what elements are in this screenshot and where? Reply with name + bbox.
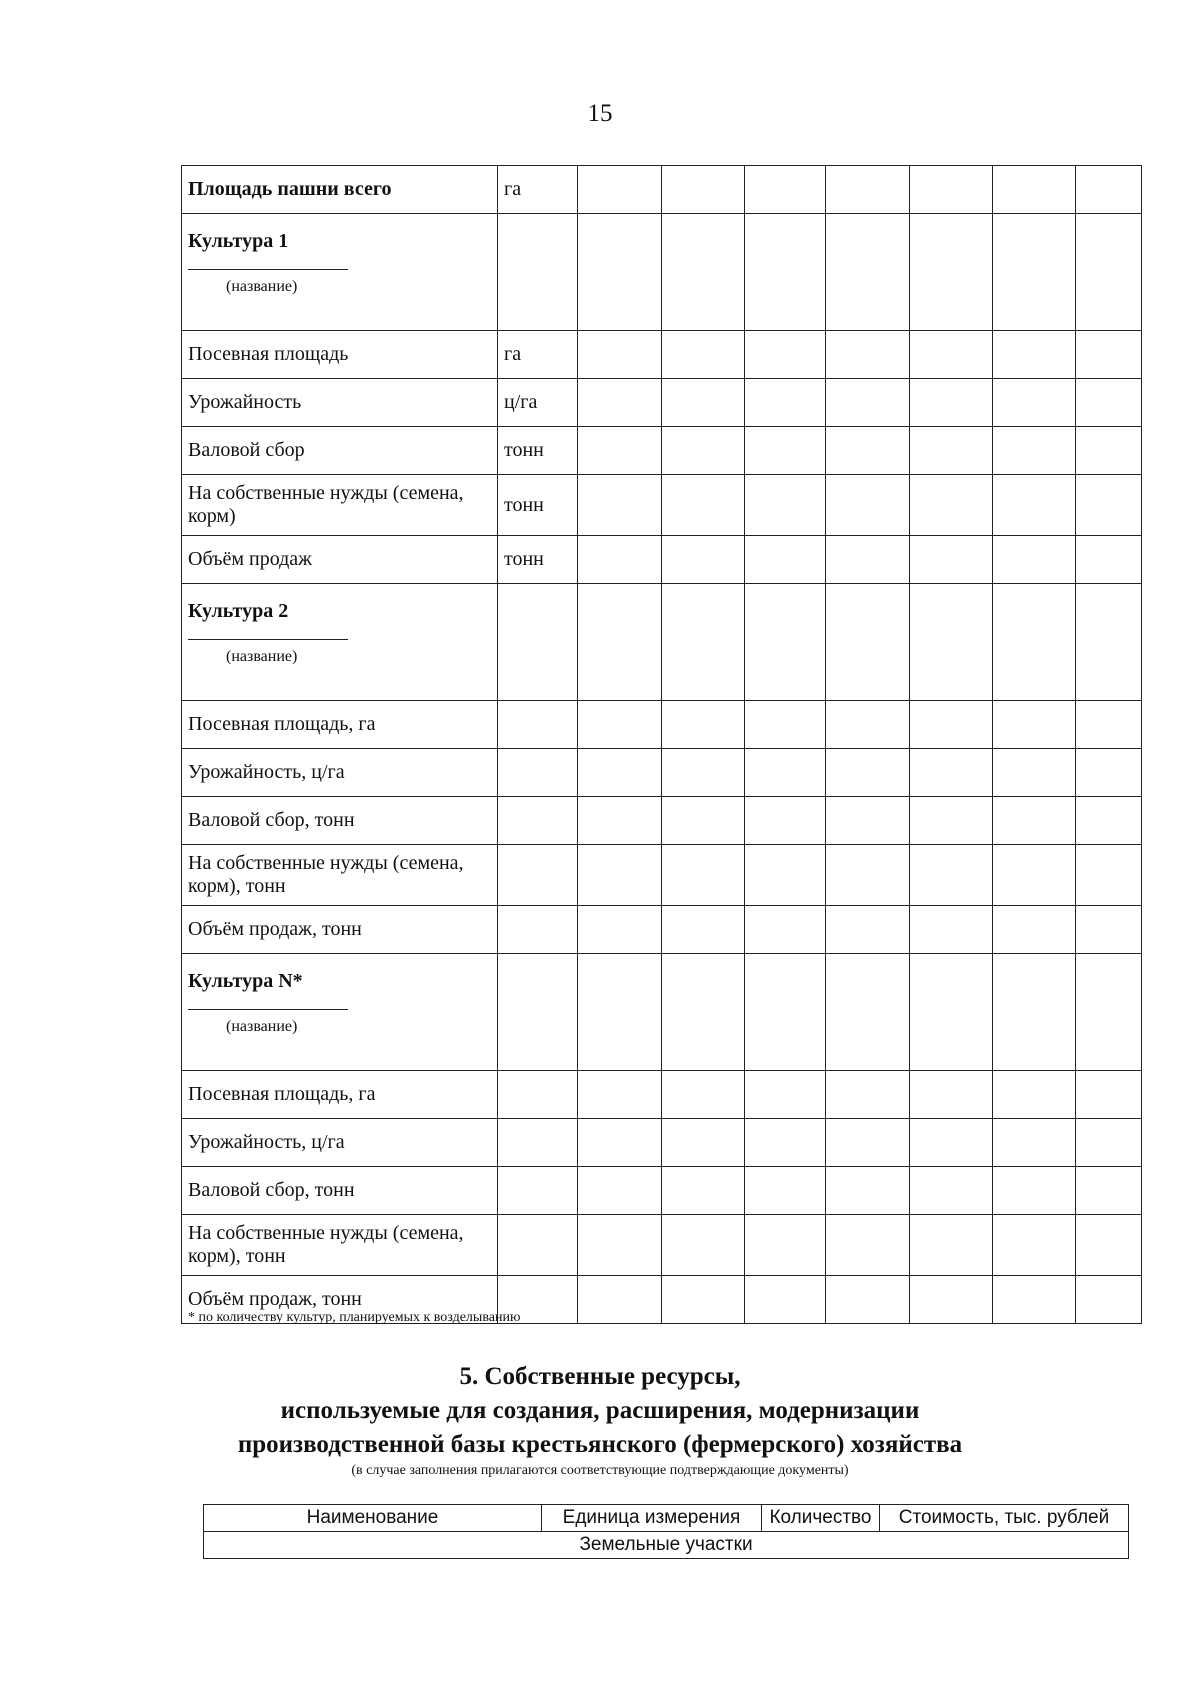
empty-cell[interactable] <box>910 1276 993 1324</box>
table-row <box>182 749 1142 797</box>
empty-cell[interactable] <box>745 1276 826 1324</box>
unit-cell: га <box>498 331 578 379</box>
empty-cell[interactable] <box>826 1119 910 1167</box>
empty-cell[interactable] <box>745 166 826 214</box>
crop-plan-table <box>181 165 1142 1324</box>
empty-cell[interactable] <box>993 1215 1076 1276</box>
empty-cell[interactable] <box>745 331 826 379</box>
empty-cell[interactable] <box>910 427 993 475</box>
empty-cell[interactable] <box>993 1167 1076 1215</box>
empty-cell[interactable] <box>1076 331 1142 379</box>
empty-cell[interactable] <box>662 536 745 584</box>
row-label: Урожайность, ц/га <box>182 749 498 797</box>
empty-cell[interactable] <box>826 1215 910 1276</box>
row-label: Посевная площадь <box>182 331 498 379</box>
empty-cell[interactable] <box>910 536 993 584</box>
culture-header-row <box>182 584 1142 701</box>
header-cost: Стоимость, тыс. рублей <box>880 1505 1129 1532</box>
unit-cell <box>498 1071 578 1119</box>
table-row <box>182 845 1142 906</box>
header-unit: Единица измерения <box>542 1505 762 1532</box>
empty-cell[interactable] <box>578 475 662 536</box>
empty-cell[interactable] <box>662 1167 745 1215</box>
empty-cell[interactable] <box>578 166 662 214</box>
empty-cell[interactable] <box>662 1215 745 1276</box>
header-quantity: Количество <box>762 1505 880 1532</box>
unit-cell: тонн <box>498 536 578 584</box>
empty-cell[interactable] <box>910 797 993 845</box>
empty-cell[interactable] <box>1076 845 1142 906</box>
empty-cell[interactable] <box>578 1167 662 1215</box>
header-name: Наименование <box>204 1505 542 1532</box>
empty-cell[interactable] <box>745 845 826 906</box>
culture-title: Культура 2 <box>188 600 289 622</box>
row-label: На собственные нужды (семена, корм), тонн <box>182 1215 498 1276</box>
empty-cell[interactable] <box>993 1119 1076 1167</box>
group-row-land-plots: Земельные участки <box>204 1532 1129 1559</box>
empty-cell[interactable] <box>745 906 826 954</box>
empty-cell[interactable] <box>662 584 745 701</box>
empty-cell[interactable] <box>826 845 910 906</box>
unit-cell <box>498 1215 578 1276</box>
row-label: Урожайность, ц/га <box>182 1119 498 1167</box>
empty-cell[interactable] <box>910 906 993 954</box>
table-row <box>182 1167 1142 1215</box>
table-row <box>182 379 1142 427</box>
empty-cell[interactable] <box>662 954 745 1071</box>
empty-cell[interactable] <box>1076 797 1142 845</box>
section-title <box>0 1360 1200 1462</box>
empty-cell[interactable] <box>993 906 1076 954</box>
empty-cell[interactable] <box>745 1167 826 1215</box>
empty-cell[interactable] <box>1076 701 1142 749</box>
empty-cell[interactable] <box>826 331 910 379</box>
empty-cell[interactable] <box>910 214 993 331</box>
empty-cell[interactable] <box>578 379 662 427</box>
row-label: Валовой сбор, тонн <box>182 1167 498 1215</box>
empty-cell[interactable] <box>910 749 993 797</box>
unit-cell: ц/га <box>498 379 578 427</box>
empty-cell[interactable] <box>993 214 1076 331</box>
empty-cell[interactable] <box>745 749 826 797</box>
empty-cell[interactable] <box>993 475 1076 536</box>
culture-title: Культура 1 <box>188 230 289 252</box>
empty-cell[interactable] <box>826 701 910 749</box>
empty-cell[interactable] <box>578 1276 662 1324</box>
table-row <box>182 1119 1142 1167</box>
empty-cell[interactable] <box>578 954 662 1071</box>
empty-cell[interactable] <box>662 166 745 214</box>
empty-cell[interactable] <box>993 331 1076 379</box>
empty-cell[interactable] <box>826 954 910 1071</box>
empty-cell[interactable] <box>1076 214 1142 331</box>
row-label: Посевная площадь, га <box>182 701 498 749</box>
empty-cell[interactable] <box>1076 1276 1142 1324</box>
empty-cell[interactable] <box>993 797 1076 845</box>
empty-cell[interactable] <box>826 797 910 845</box>
empty-cell[interactable] <box>578 906 662 954</box>
empty-cell[interactable] <box>662 379 745 427</box>
empty-cell[interactable] <box>745 379 826 427</box>
empty-cell[interactable] <box>993 1071 1076 1119</box>
empty-cell[interactable] <box>745 427 826 475</box>
name-caption: (название) <box>226 648 298 665</box>
unit-cell: га <box>498 166 578 214</box>
table-header-row <box>204 1505 1129 1532</box>
empty-cell[interactable] <box>578 427 662 475</box>
empty-cell[interactable] <box>1076 1167 1142 1215</box>
empty-cell[interactable] <box>662 1119 745 1167</box>
empty-cell[interactable] <box>662 906 745 954</box>
empty-cell[interactable] <box>993 954 1076 1071</box>
empty-cell[interactable] <box>662 331 745 379</box>
empty-cell[interactable] <box>826 379 910 427</box>
empty-cell[interactable] <box>910 1119 993 1167</box>
empty-cell[interactable] <box>1076 379 1142 427</box>
culture-name-blank[interactable] <box>188 253 348 270</box>
unit-cell <box>498 954 578 1071</box>
empty-cell[interactable] <box>826 1167 910 1215</box>
culture-header-row <box>182 954 1142 1071</box>
culture-title-cell <box>182 214 498 331</box>
empty-cell[interactable] <box>993 427 1076 475</box>
empty-cell[interactable] <box>1076 749 1142 797</box>
culture-title: Культура N* <box>188 970 303 992</box>
empty-cell[interactable] <box>910 1071 993 1119</box>
empty-cell[interactable] <box>826 214 910 331</box>
table-row <box>182 427 1142 475</box>
empty-cell[interactable] <box>1076 166 1142 214</box>
empty-cell[interactable] <box>910 1215 993 1276</box>
row-label: Объём продаж, тонн <box>182 1276 498 1324</box>
empty-cell[interactable] <box>578 845 662 906</box>
empty-cell[interactable] <box>1076 906 1142 954</box>
empty-cell[interactable] <box>1076 427 1142 475</box>
row-label: Урожайность <box>182 379 498 427</box>
empty-cell[interactable] <box>910 379 993 427</box>
empty-cell[interactable] <box>826 536 910 584</box>
empty-cell[interactable] <box>662 1276 745 1324</box>
section-title-line-2: используемые для создания, расширения, модернизации <box>280 1397 920 1424</box>
empty-cell[interactable] <box>826 475 910 536</box>
unit-cell <box>498 584 578 701</box>
empty-cell[interactable] <box>826 584 910 701</box>
empty-cell[interactable] <box>1076 954 1142 1071</box>
empty-cell[interactable] <box>745 475 826 536</box>
section-note: (в случае заполнения прилагаются соответствующие подтверждающие документы) <box>351 1463 849 1478</box>
culture-title-cell <box>182 584 498 701</box>
empty-cell[interactable] <box>993 584 1076 701</box>
unit-cell: тонн <box>498 427 578 475</box>
empty-cell[interactable] <box>745 214 826 331</box>
empty-cell[interactable] <box>826 1276 910 1324</box>
empty-cell[interactable] <box>662 475 745 536</box>
table-row <box>182 166 1142 214</box>
empty-cell[interactable] <box>910 954 993 1071</box>
empty-cell[interactable] <box>993 379 1076 427</box>
unit-cell <box>498 845 578 906</box>
empty-cell[interactable] <box>578 584 662 701</box>
culture-name-blank[interactable] <box>188 623 348 640</box>
empty-cell[interactable] <box>826 1071 910 1119</box>
empty-cell[interactable] <box>578 1119 662 1167</box>
empty-cell[interactable] <box>662 845 745 906</box>
empty-cell[interactable] <box>993 166 1076 214</box>
page-number: 15 <box>587 100 613 127</box>
table-row <box>182 1215 1142 1276</box>
empty-cell[interactable] <box>662 1071 745 1119</box>
unit-cell: тонн <box>498 475 578 536</box>
empty-cell[interactable] <box>578 749 662 797</box>
empty-cell[interactable] <box>826 166 910 214</box>
empty-cell[interactable] <box>1076 536 1142 584</box>
empty-cell[interactable] <box>1076 1071 1142 1119</box>
empty-cell[interactable] <box>1076 1215 1142 1276</box>
unit-cell <box>498 701 578 749</box>
empty-cell[interactable] <box>1076 584 1142 701</box>
empty-cell[interactable] <box>578 1215 662 1276</box>
row-label: Посевная площадь, га <box>182 1071 498 1119</box>
empty-cell[interactable] <box>578 1071 662 1119</box>
row-label: Объём продаж, тонн <box>182 906 498 954</box>
name-caption: (название) <box>226 1018 298 1035</box>
row-label: Валовой сбор <box>182 427 498 475</box>
unit-cell <box>498 1167 578 1215</box>
empty-cell[interactable] <box>993 536 1076 584</box>
table-row <box>182 1071 1142 1119</box>
row-label: Объём продаж <box>182 536 498 584</box>
total-area-label: Площадь пашни всего <box>182 166 498 214</box>
empty-cell[interactable] <box>745 584 826 701</box>
empty-cell[interactable] <box>910 475 993 536</box>
empty-cell[interactable] <box>662 797 745 845</box>
empty-cell[interactable] <box>993 701 1076 749</box>
empty-cell[interactable] <box>993 749 1076 797</box>
empty-cell[interactable] <box>662 214 745 331</box>
empty-cell[interactable] <box>826 906 910 954</box>
empty-cell[interactable] <box>662 749 745 797</box>
unit-cell <box>498 797 578 845</box>
empty-cell[interactable] <box>910 845 993 906</box>
unit-cell <box>498 1119 578 1167</box>
empty-cell[interactable] <box>745 1119 826 1167</box>
row-label: На собственные нужды (семена, корм) <box>182 475 498 536</box>
footnote: * по количеству культур, планируемых к возделыванию <box>188 1310 521 1325</box>
empty-cell[interactable] <box>745 1215 826 1276</box>
own-resources-table <box>203 1504 1129 1559</box>
table-row <box>182 331 1142 379</box>
empty-cell[interactable] <box>578 214 662 331</box>
section-title-line-3: производственной базы крестьянского (фермерского) хозяйства <box>237 1431 963 1458</box>
empty-cell[interactable] <box>993 1276 1076 1324</box>
unit-cell <box>498 749 578 797</box>
culture-name-blank[interactable] <box>188 993 348 1010</box>
empty-cell[interactable] <box>826 427 910 475</box>
empty-cell[interactable] <box>662 701 745 749</box>
table-row <box>182 797 1142 845</box>
empty-cell[interactable] <box>1076 1119 1142 1167</box>
empty-cell[interactable] <box>910 701 993 749</box>
unit-cell <box>498 906 578 954</box>
table-row <box>182 701 1142 749</box>
empty-cell[interactable] <box>993 845 1076 906</box>
table-row <box>182 906 1142 954</box>
table-row <box>182 475 1142 536</box>
empty-cell[interactable] <box>745 536 826 584</box>
empty-cell[interactable] <box>578 701 662 749</box>
unit-cell <box>498 214 578 331</box>
culture-title-cell <box>182 954 498 1071</box>
empty-cell[interactable] <box>910 166 993 214</box>
row-label: На собственные нужды (семена, корм), тонн <box>182 845 498 906</box>
empty-cell[interactable] <box>578 797 662 845</box>
empty-cell[interactable] <box>745 1071 826 1119</box>
section-title-line-1: 5. Собственные ресурсы, <box>459 1363 741 1390</box>
empty-cell[interactable] <box>662 427 745 475</box>
table-row <box>182 536 1142 584</box>
row-label: Валовой сбор, тонн <box>182 797 498 845</box>
empty-cell[interactable] <box>910 1167 993 1215</box>
empty-cell[interactable] <box>578 536 662 584</box>
group-row <box>204 1532 1129 1559</box>
empty-cell[interactable] <box>1076 475 1142 536</box>
name-caption: (название) <box>226 278 298 295</box>
empty-cell[interactable] <box>826 749 910 797</box>
empty-cell[interactable] <box>910 331 993 379</box>
culture-header-row <box>182 214 1142 331</box>
empty-cell[interactable] <box>745 701 826 749</box>
empty-cell[interactable] <box>745 954 826 1071</box>
empty-cell[interactable] <box>578 331 662 379</box>
empty-cell[interactable] <box>910 584 993 701</box>
empty-cell[interactable] <box>745 797 826 845</box>
